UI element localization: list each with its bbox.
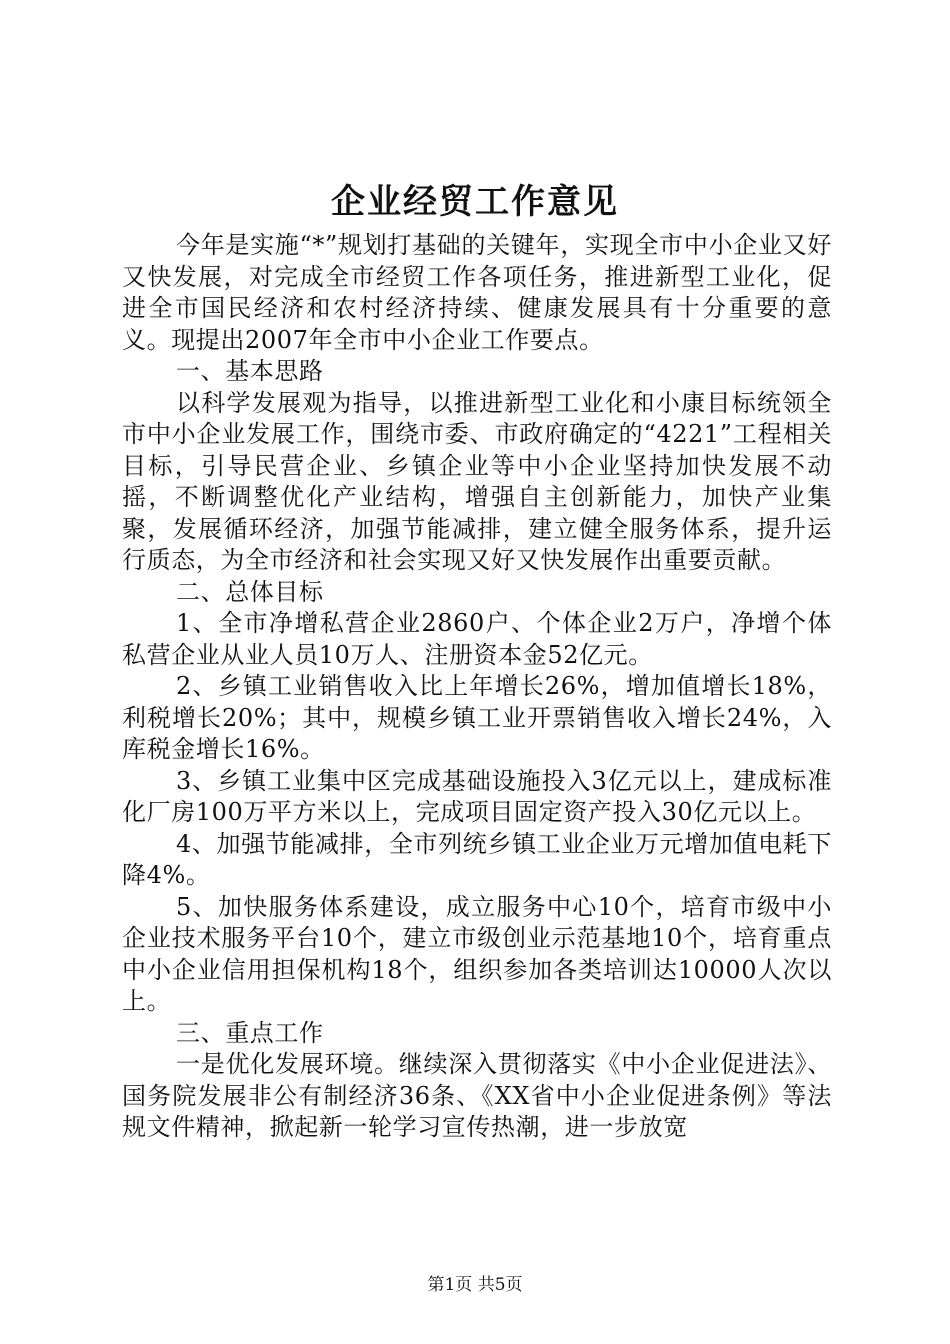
goal-item-2: 2、乡镇工业销售收入比上年增长26%，增加值增长18%，利税增长20%；其中，规模乡镇工业开票销售收入增长24%，入库税金增长16%。 — [122, 672, 832, 763]
goal-item-4: 4、加强节能减排，全市列统乡镇工业企业万元增加值电耗下降4%。 — [122, 829, 832, 889]
document-body — [122, 230, 832, 1144]
goal-item-5: 5、加快服务体系建设，成立服务中心10个，培育市级中小企业技术服务平台10个，建立市级创业示范基地10个，培育重点中小企业信用担保机构18个，组织参加各类培训达10000人次以上。 — [122, 892, 832, 1015]
key-work-paragraph-1: 一是优化发展环境。继续深入贯彻落实《中小企业促进法》、国务院发展非公有制经济36条、《XX省中小企业促进条例》等法规文件精神，掀起新一轮学习宣传热潮，进一步放宽 — [122, 1050, 832, 1141]
section-heading-basic-approach: 一、基本思路 — [176, 357, 324, 385]
intro-paragraph: 今年是实施“*”规划打基础的关键年，实现全市中小企业又好又快发展，对完成全市经贸工作各项任务，推进新型工业化，促进全市国民经济和农村经济持续、健康发展具有十分重要的意义。现提出2007年全市中小企业工作要点。 — [122, 231, 832, 354]
section-heading-overall-goals: 二、总体目标 — [176, 577, 324, 606]
page-footer: 第1页 共5页 — [427, 1275, 523, 1295]
section-heading-key-work: 三、重点工作 — [176, 1018, 324, 1047]
goal-item-1: 1、全市净增私营企业2860户、个体企业2万户，净增个体私营企业从业人员10万人、注册资本金52亿元。 — [122, 609, 832, 669]
goal-item-3: 3、乡镇工业集中区完成基础设施投入3亿元以上，建成标准化厂房100万平方米以上，完成项目固定资产投入30亿元以上。 — [122, 766, 832, 826]
document-title: 企业经贸工作意见 — [331, 182, 619, 222]
basic-approach-paragraph: 以科学发展观为指导，以推进新型工业化和小康目标统领全市中小企业发展工作，围绕市委、市政府确定的“4221”工程相关目标，引导民营企业、乡镇企业等中小企业坚持加快发展不动摇，不断调整优化产业结构，增强自主创新能力，加快产业集聚，发展循环经济，加强节能减排，建立健全服务体系，提升运行质态，为全市经济和社会实现又好又快发展作出重要贡献。 — [122, 388, 832, 574]
